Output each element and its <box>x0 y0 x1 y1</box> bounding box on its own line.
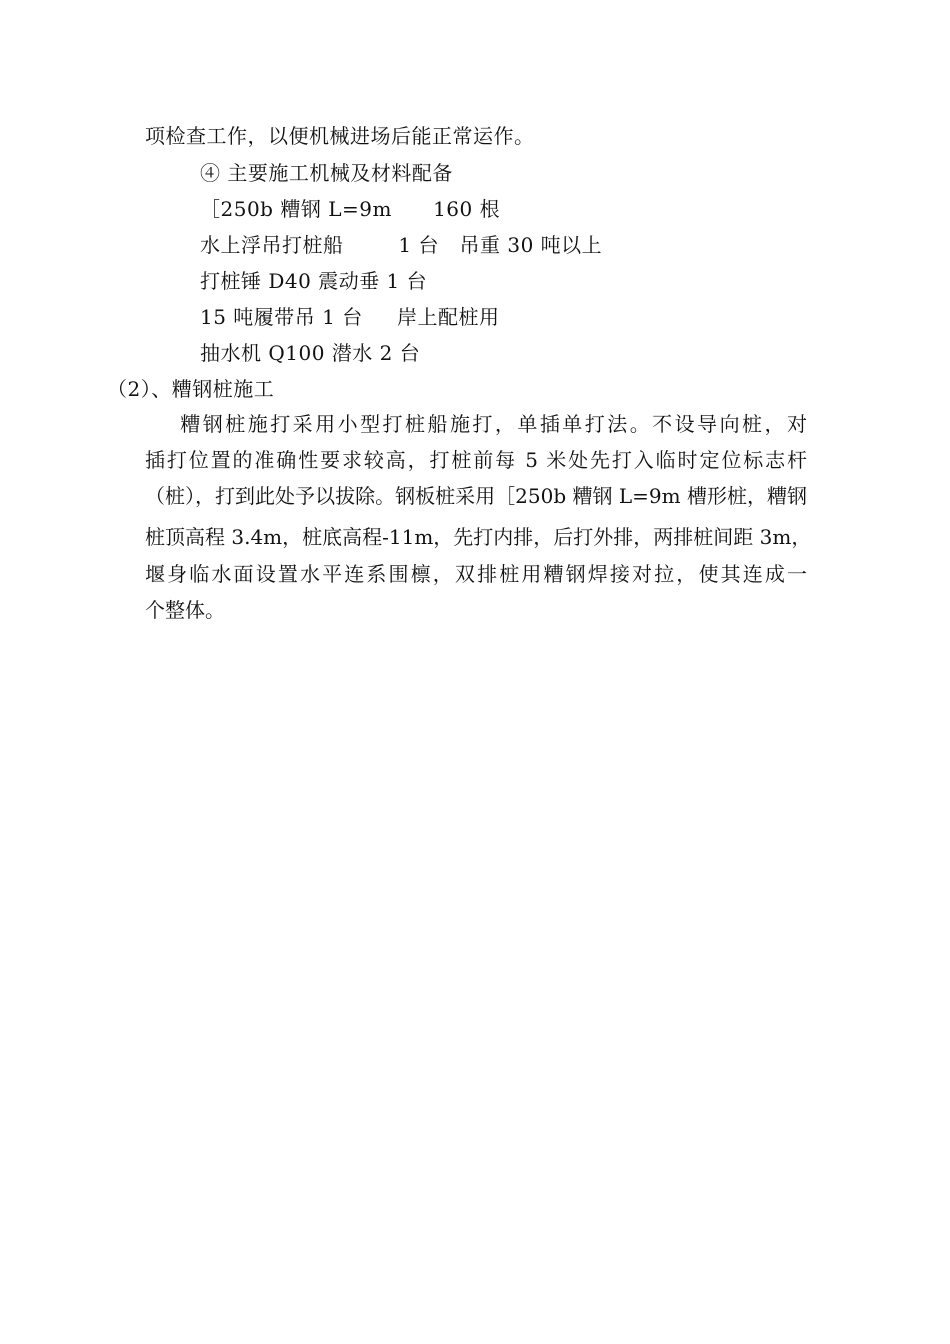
continuation-line: 项检查工作，以便机械进场后能正常运作。 <box>145 124 535 148</box>
paragraph-line: （桩），打到此处予以拔除。钢板桩采用［250b 糟钢 L=9m 槽形桩，糟钢 <box>145 484 807 508</box>
equipment-item: 打桩锤 D40 震动垂 1 台 <box>200 269 428 293</box>
equipment-item: 抽水机 Q100 潜水 2 台 <box>200 341 421 365</box>
paragraph-line: 堰身临水面设置水平连系围檩，双排桩用糟钢焊接对拉，使其连成一 <box>145 562 807 586</box>
equipment-heading: ④ 主要施工机械及材料配备 <box>200 161 453 185</box>
paragraph-line: 个整体。 <box>145 598 225 622</box>
equipment-item: 15 吨履带吊 1 台 岸上配桩用 <box>200 305 500 329</box>
section-heading: （2）、糟钢桩施工 <box>107 377 275 401</box>
equipment-item: 水上浮吊打桩船 1 台 吊重 30 吨以上 <box>200 233 603 257</box>
paragraph-line: 插打位置的准确性要求较高，打桩前每 5 米处先打入临时定位标志杆 <box>145 448 807 472</box>
paragraph-line: 糟钢桩施打采用小型打桩船施打，单插单打法。不设导向桩，对 <box>145 412 807 436</box>
equipment-item: ［250b 糟钢 L=9m 160 根 <box>200 197 501 221</box>
paragraph-line: 桩顶高程 3.4m，桩底高程-11m，先打内排，后打外排，两排桩间距 3m， <box>145 525 812 549</box>
